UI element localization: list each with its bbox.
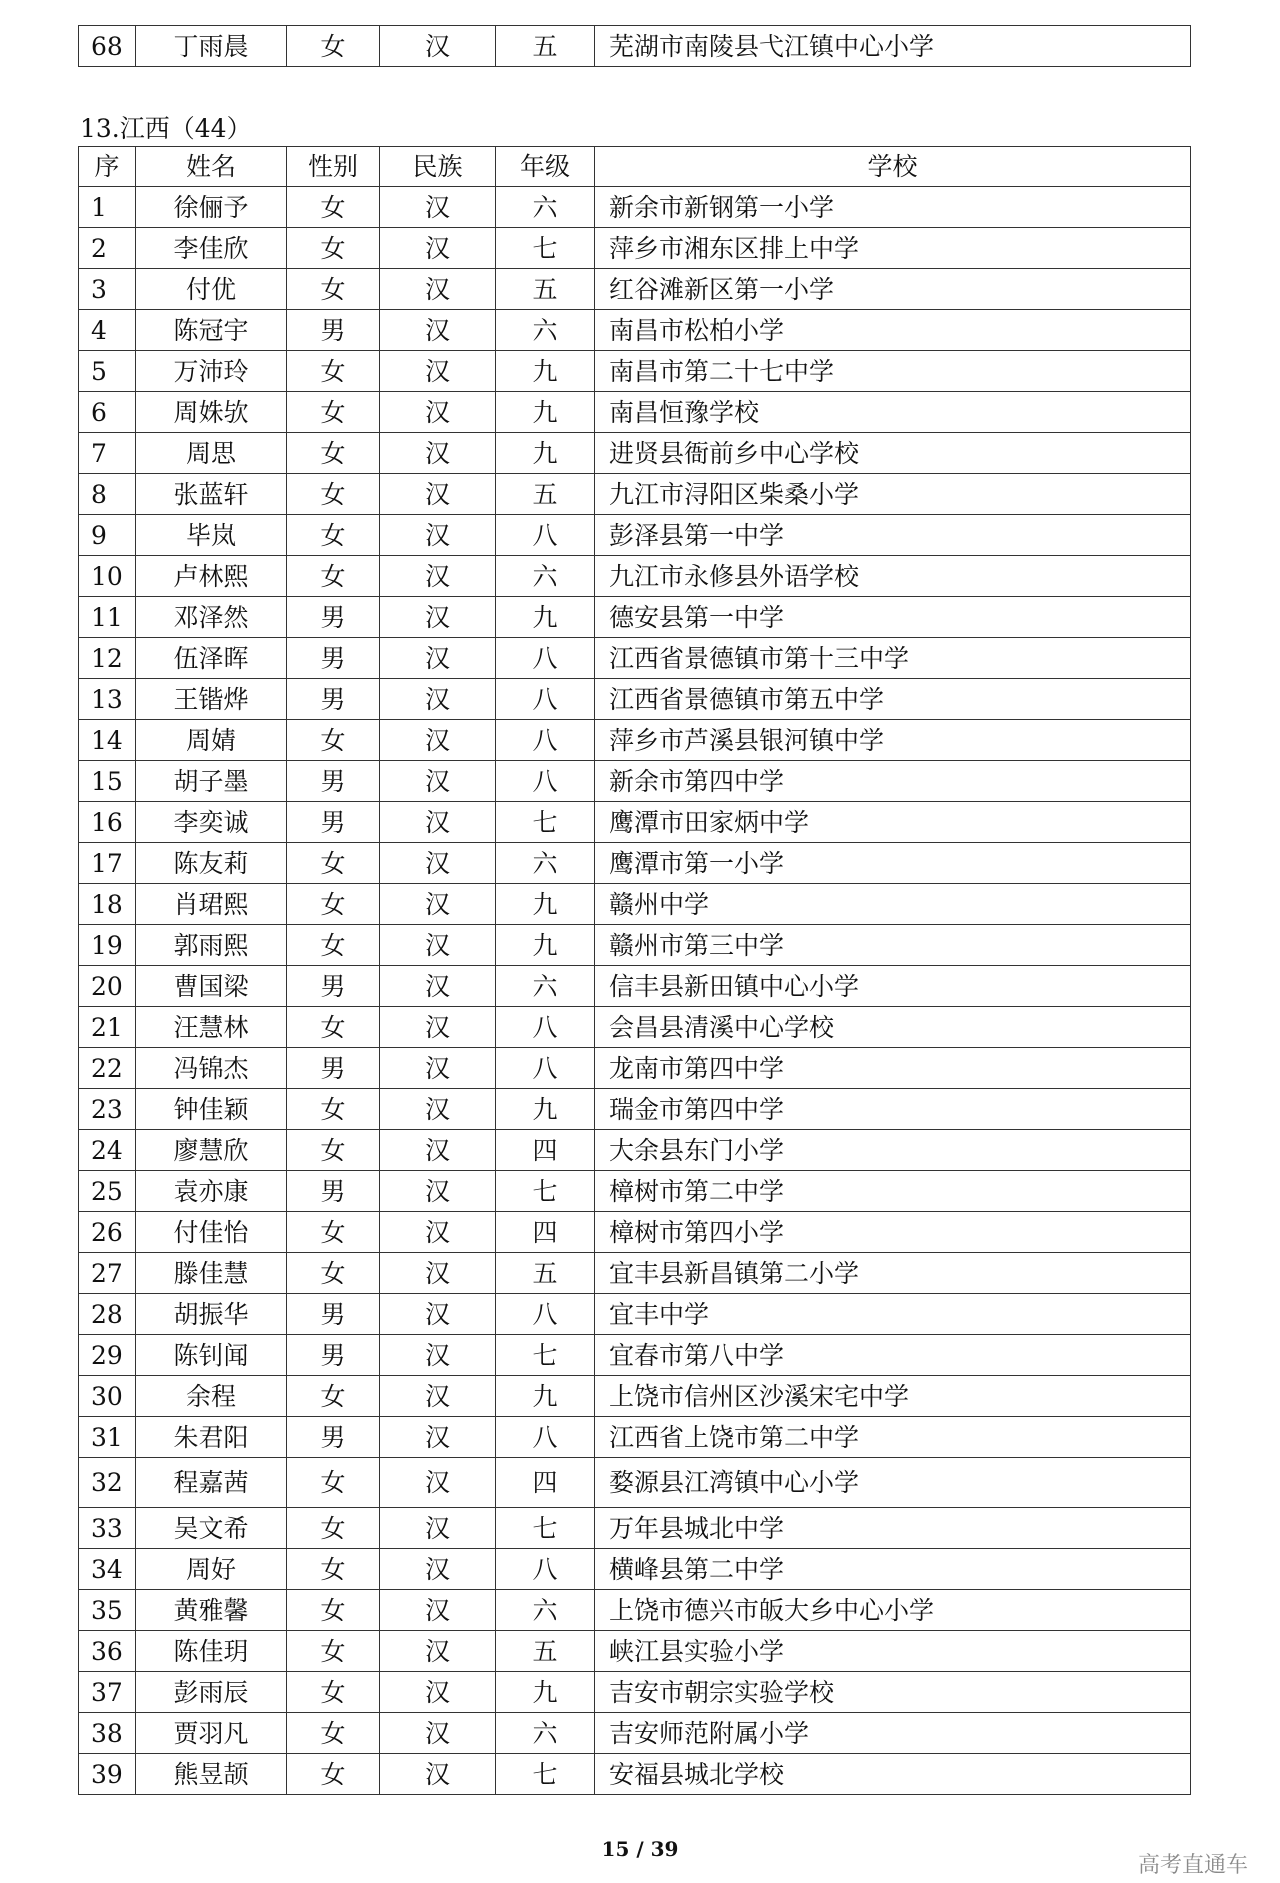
table-row xyxy=(79,1590,1191,1631)
student-ethnicity: 汉 xyxy=(380,679,496,720)
student-school: 婺源县江湾镇中心小学 xyxy=(595,1458,1191,1508)
table-row xyxy=(79,966,1191,1007)
row-number: 19 xyxy=(79,925,136,966)
student-ethnicity: 汉 xyxy=(380,1171,496,1212)
student-grade: 七 xyxy=(496,1171,595,1212)
student-grade: 六 xyxy=(496,187,595,228)
row-number: 36 xyxy=(79,1631,136,1672)
student-name: 陈友莉 xyxy=(136,843,287,884)
student-sex: 女 xyxy=(287,1089,380,1130)
table-row xyxy=(79,1672,1191,1713)
student-name: 廖慧欣 xyxy=(136,1130,287,1171)
student-grade: 五 xyxy=(496,269,595,310)
student-grade: 四 xyxy=(496,1212,595,1253)
student-ethnicity: 汉 xyxy=(380,1754,496,1795)
student-name: 汪慧林 xyxy=(136,1007,287,1048)
header-name: 姓名 xyxy=(136,147,287,187)
student-sex: 女 xyxy=(287,474,380,515)
student-ethnicity: 汉 xyxy=(380,1212,496,1253)
student-sex: 女 xyxy=(287,720,380,761)
student-name: 郭雨熙 xyxy=(136,925,287,966)
student-sex: 男 xyxy=(287,1335,380,1376)
student-sex: 女 xyxy=(287,1549,380,1590)
student-sex: 男 xyxy=(287,310,380,351)
student-name: 肖珺熙 xyxy=(136,884,287,925)
watermark-text: 高考直通车 xyxy=(1137,1853,1248,1878)
student-ethnicity: 汉 xyxy=(380,1376,496,1417)
row-number: 1 xyxy=(79,187,136,228)
student-ethnicity: 汉 xyxy=(380,1508,496,1549)
student-sex: 女 xyxy=(287,515,380,556)
student-sex: 女 xyxy=(287,1672,380,1713)
header-school: 学校 xyxy=(595,147,1191,187)
student-grade: 九 xyxy=(496,433,595,474)
student-grade: 九 xyxy=(496,1089,595,1130)
student-sex: 男 xyxy=(287,1294,380,1335)
student-name: 卢林熙 xyxy=(136,556,287,597)
row-number: 34 xyxy=(79,1549,136,1590)
jiangxi-students-table xyxy=(78,146,1191,1795)
table-row xyxy=(79,228,1191,269)
student-sex: 女 xyxy=(287,1253,380,1294)
student-school: 安福县城北学校 xyxy=(595,1754,1191,1795)
header-grade: 年级 xyxy=(496,147,595,187)
student-name: 张蓝轩 xyxy=(136,474,287,515)
row-number: 29 xyxy=(79,1335,136,1376)
student-name: 钟佳颖 xyxy=(136,1089,287,1130)
student-school: 南昌恒豫学校 xyxy=(595,392,1191,433)
student-school: 九江市永修县外语学校 xyxy=(595,556,1191,597)
row-number: 20 xyxy=(79,966,136,1007)
row-number: 18 xyxy=(79,884,136,925)
student-grade: 六 xyxy=(496,556,595,597)
student-grade: 五 xyxy=(496,26,595,67)
student-grade: 八 xyxy=(496,1007,595,1048)
row-number: 26 xyxy=(79,1212,136,1253)
student-name: 周好 xyxy=(136,1549,287,1590)
student-grade: 六 xyxy=(496,843,595,884)
student-name: 陈冠宇 xyxy=(136,310,287,351)
student-school: 大余县东门小学 xyxy=(595,1130,1191,1171)
student-sex: 女 xyxy=(287,1590,380,1631)
student-school: 瑞金市第四中学 xyxy=(595,1089,1191,1130)
student-sex: 女 xyxy=(287,433,380,474)
student-name: 李佳欣 xyxy=(136,228,287,269)
student-ethnicity: 汉 xyxy=(380,638,496,679)
row-number: 10 xyxy=(79,556,136,597)
student-name: 袁亦康 xyxy=(136,1171,287,1212)
page-number: 15 / 39 xyxy=(601,1837,679,1861)
student-name: 冯锦杰 xyxy=(136,1048,287,1089)
row-number: 13 xyxy=(79,679,136,720)
row-number: 68 xyxy=(79,26,136,67)
student-ethnicity: 汉 xyxy=(380,310,496,351)
table-row xyxy=(79,269,1191,310)
table-body xyxy=(79,187,1191,1795)
student-school: 萍乡市湘东区排上中学 xyxy=(595,228,1191,269)
table-row xyxy=(79,1130,1191,1171)
student-grade: 九 xyxy=(496,925,595,966)
table-header-row xyxy=(79,147,1191,187)
row-number: 14 xyxy=(79,720,136,761)
student-grade: 八 xyxy=(496,515,595,556)
table-row xyxy=(79,433,1191,474)
student-grade: 八 xyxy=(496,720,595,761)
student-school: 江西省上饶市第二中学 xyxy=(595,1417,1191,1458)
row-number: 5 xyxy=(79,351,136,392)
student-name: 王锴烨 xyxy=(136,679,287,720)
student-name: 贾羽凡 xyxy=(136,1713,287,1754)
student-grade: 五 xyxy=(496,1253,595,1294)
table-row xyxy=(79,1089,1191,1130)
row-number: 32 xyxy=(79,1458,136,1508)
header-sex: 性别 xyxy=(287,147,380,187)
row-number: 8 xyxy=(79,474,136,515)
table-row xyxy=(79,1335,1191,1376)
student-ethnicity: 汉 xyxy=(380,26,496,67)
student-grade: 八 xyxy=(496,1549,595,1590)
row-number: 21 xyxy=(79,1007,136,1048)
student-ethnicity: 汉 xyxy=(380,925,496,966)
student-school: 赣州市第三中学 xyxy=(595,925,1191,966)
student-school: 上饶市德兴市皈大乡中心小学 xyxy=(595,1590,1191,1631)
student-sex: 女 xyxy=(287,1631,380,1672)
student-school: 江西省景德镇市第五中学 xyxy=(595,679,1191,720)
student-sex: 女 xyxy=(287,1754,380,1795)
student-grade: 四 xyxy=(496,1130,595,1171)
student-ethnicity: 汉 xyxy=(380,1590,496,1631)
student-school: 南昌市第二十七中学 xyxy=(595,351,1191,392)
student-school: 信丰县新田镇中心小学 xyxy=(595,966,1191,1007)
table-row xyxy=(79,720,1191,761)
table-row xyxy=(79,556,1191,597)
student-grade: 六 xyxy=(496,1590,595,1631)
student-ethnicity: 汉 xyxy=(380,392,496,433)
student-school: 进贤县衙前乡中心学校 xyxy=(595,433,1191,474)
student-name: 毕岚 xyxy=(136,515,287,556)
student-grade: 八 xyxy=(496,1048,595,1089)
student-grade: 八 xyxy=(496,1294,595,1335)
table-row xyxy=(79,1007,1191,1048)
student-name: 朱君阳 xyxy=(136,1417,287,1458)
student-grade: 九 xyxy=(496,1672,595,1713)
student-name: 万沛玲 xyxy=(136,351,287,392)
student-name: 付优 xyxy=(136,269,287,310)
student-ethnicity: 汉 xyxy=(380,1294,496,1335)
student-name: 陈佳玥 xyxy=(136,1631,287,1672)
student-grade: 七 xyxy=(496,1754,595,1795)
student-sex: 女 xyxy=(287,26,380,67)
table-row xyxy=(79,515,1191,556)
student-sex: 女 xyxy=(287,351,380,392)
row-number: 33 xyxy=(79,1508,136,1549)
student-school: 万年县城北中学 xyxy=(595,1508,1191,1549)
student-grade: 四 xyxy=(496,1458,595,1508)
student-name: 李奕诚 xyxy=(136,802,287,843)
student-sex: 女 xyxy=(287,1458,380,1508)
student-grade: 六 xyxy=(496,966,595,1007)
student-sex: 女 xyxy=(287,556,380,597)
student-school: 宜春市第八中学 xyxy=(595,1335,1191,1376)
row-number: 23 xyxy=(79,1089,136,1130)
table-row xyxy=(79,1253,1191,1294)
row-number: 25 xyxy=(79,1171,136,1212)
student-ethnicity: 汉 xyxy=(380,1549,496,1590)
row-number: 4 xyxy=(79,310,136,351)
table-row xyxy=(79,679,1191,720)
student-sex: 男 xyxy=(287,638,380,679)
row-number: 16 xyxy=(79,802,136,843)
student-name: 周思 xyxy=(136,433,287,474)
row-number: 7 xyxy=(79,433,136,474)
header-ethnicity: 民族 xyxy=(380,147,496,187)
student-ethnicity: 汉 xyxy=(380,1089,496,1130)
student-name: 伍泽晖 xyxy=(136,638,287,679)
student-ethnicity: 汉 xyxy=(380,761,496,802)
student-school: 龙南市第四中学 xyxy=(595,1048,1191,1089)
student-sex: 女 xyxy=(287,843,380,884)
table-row xyxy=(79,1376,1191,1417)
table-row xyxy=(79,1417,1191,1458)
previous-section-table xyxy=(78,25,1191,67)
student-sex: 女 xyxy=(287,392,380,433)
student-grade: 七 xyxy=(496,1335,595,1376)
table-row xyxy=(79,310,1191,351)
student-ethnicity: 汉 xyxy=(380,884,496,925)
student-name: 徐俪予 xyxy=(136,187,287,228)
student-grade: 七 xyxy=(496,1508,595,1549)
student-ethnicity: 汉 xyxy=(380,187,496,228)
student-ethnicity: 汉 xyxy=(380,556,496,597)
student-sex: 男 xyxy=(287,966,380,1007)
row-number: 9 xyxy=(79,515,136,556)
student-name: 程嘉茜 xyxy=(136,1458,287,1508)
student-ethnicity: 汉 xyxy=(380,1713,496,1754)
student-sex: 女 xyxy=(287,269,380,310)
table-row xyxy=(79,1212,1191,1253)
student-name: 丁雨晨 xyxy=(136,26,287,67)
student-sex: 男 xyxy=(287,802,380,843)
row-number: 37 xyxy=(79,1672,136,1713)
student-ethnicity: 汉 xyxy=(380,515,496,556)
row-number: 22 xyxy=(79,1048,136,1089)
student-name: 邓泽然 xyxy=(136,597,287,638)
student-sex: 女 xyxy=(287,1713,380,1754)
row-number: 12 xyxy=(79,638,136,679)
student-school: 宜丰中学 xyxy=(595,1294,1191,1335)
student-school: 吉安市朝宗实验学校 xyxy=(595,1672,1191,1713)
table-row xyxy=(79,351,1191,392)
student-grade: 五 xyxy=(496,1631,595,1672)
student-name: 付佳怡 xyxy=(136,1212,287,1253)
table-row xyxy=(79,597,1191,638)
student-grade: 五 xyxy=(496,474,595,515)
student-name: 胡振华 xyxy=(136,1294,287,1335)
table-row xyxy=(79,1754,1191,1795)
student-ethnicity: 汉 xyxy=(380,1253,496,1294)
student-grade: 八 xyxy=(496,761,595,802)
table-row xyxy=(79,1458,1191,1508)
student-school: 九江市浔阳区柴桑小学 xyxy=(595,474,1191,515)
student-name: 曹国梁 xyxy=(136,966,287,1007)
student-sex: 女 xyxy=(287,925,380,966)
student-school: 赣州中学 xyxy=(595,884,1191,925)
student-name: 余程 xyxy=(136,1376,287,1417)
table-row xyxy=(79,884,1191,925)
student-school: 鹰潭市田家炳中学 xyxy=(595,802,1191,843)
section-title: 13.江西（44） xyxy=(80,114,252,143)
student-sex: 女 xyxy=(287,1376,380,1417)
table-row xyxy=(79,925,1191,966)
student-grade: 七 xyxy=(496,228,595,269)
student-sex: 男 xyxy=(287,1171,380,1212)
student-ethnicity: 汉 xyxy=(380,966,496,1007)
student-name: 黄雅馨 xyxy=(136,1590,287,1631)
student-grade: 八 xyxy=(496,1417,595,1458)
student-sex: 男 xyxy=(287,679,380,720)
student-ethnicity: 汉 xyxy=(380,474,496,515)
table-row xyxy=(79,761,1191,802)
row-number: 38 xyxy=(79,1713,136,1754)
student-ethnicity: 汉 xyxy=(380,228,496,269)
student-grade: 九 xyxy=(496,1376,595,1417)
student-name: 周姝欤 xyxy=(136,392,287,433)
student-ethnicity: 汉 xyxy=(380,1672,496,1713)
student-sex: 男 xyxy=(287,1417,380,1458)
student-ethnicity: 汉 xyxy=(380,1417,496,1458)
student-grade: 七 xyxy=(496,802,595,843)
student-ethnicity: 汉 xyxy=(380,1130,496,1171)
student-school: 樟树市第四小学 xyxy=(595,1212,1191,1253)
student-school: 江西省景德镇市第十三中学 xyxy=(595,638,1191,679)
student-school: 新余市第四中学 xyxy=(595,761,1191,802)
student-sex: 女 xyxy=(287,1130,380,1171)
student-ethnicity: 汉 xyxy=(380,1631,496,1672)
table-row xyxy=(79,1294,1191,1335)
student-grade: 六 xyxy=(496,310,595,351)
table-row xyxy=(79,474,1191,515)
table-row xyxy=(79,187,1191,228)
student-ethnicity: 汉 xyxy=(380,720,496,761)
table-row xyxy=(79,1048,1191,1089)
student-ethnicity: 汉 xyxy=(380,269,496,310)
table-row xyxy=(79,843,1191,884)
student-sex: 女 xyxy=(287,187,380,228)
student-ethnicity: 汉 xyxy=(380,597,496,638)
student-grade: 八 xyxy=(496,638,595,679)
student-grade: 九 xyxy=(496,351,595,392)
student-grade: 九 xyxy=(496,597,595,638)
row-number: 3 xyxy=(79,269,136,310)
student-school: 樟树市第二中学 xyxy=(595,1171,1191,1212)
student-ethnicity: 汉 xyxy=(380,351,496,392)
student-name: 胡子墨 xyxy=(136,761,287,802)
table-row xyxy=(79,1713,1191,1754)
row-number: 24 xyxy=(79,1130,136,1171)
row-number: 11 xyxy=(79,597,136,638)
student-grade: 九 xyxy=(496,884,595,925)
row-number: 2 xyxy=(79,228,136,269)
student-school: 红谷滩新区第一小学 xyxy=(595,269,1191,310)
student-school: 横峰县第二中学 xyxy=(595,1549,1191,1590)
student-sex: 男 xyxy=(287,597,380,638)
student-ethnicity: 汉 xyxy=(380,1335,496,1376)
student-name: 周婧 xyxy=(136,720,287,761)
row-number: 15 xyxy=(79,761,136,802)
student-school: 上饶市信州区沙溪宋宅中学 xyxy=(595,1376,1191,1417)
row-number: 31 xyxy=(79,1417,136,1458)
student-school: 会昌县清溪中心学校 xyxy=(595,1007,1191,1048)
student-school: 峡江县实验小学 xyxy=(595,1631,1191,1672)
student-school: 南昌市松柏小学 xyxy=(595,310,1191,351)
student-sex: 男 xyxy=(287,1048,380,1089)
row-number: 39 xyxy=(79,1754,136,1795)
table-row xyxy=(79,26,1191,67)
student-school: 德安县第一中学 xyxy=(595,597,1191,638)
student-name: 熊昱颉 xyxy=(136,1754,287,1795)
table-row xyxy=(79,1171,1191,1212)
header-number: 序 xyxy=(79,147,136,187)
student-school: 新余市新钢第一小学 xyxy=(595,187,1191,228)
student-school: 彭泽县第一中学 xyxy=(595,515,1191,556)
student-ethnicity: 汉 xyxy=(380,802,496,843)
student-grade: 六 xyxy=(496,1713,595,1754)
student-sex: 女 xyxy=(287,884,380,925)
table-row xyxy=(79,1549,1191,1590)
table-row xyxy=(79,1508,1191,1549)
table-row xyxy=(79,392,1191,433)
student-school: 宜丰县新昌镇第二小学 xyxy=(595,1253,1191,1294)
row-number: 35 xyxy=(79,1590,136,1631)
student-ethnicity: 汉 xyxy=(380,1458,496,1508)
student-school: 吉安师范附属小学 xyxy=(595,1713,1191,1754)
student-sex: 女 xyxy=(287,228,380,269)
student-name: 陈钊闻 xyxy=(136,1335,287,1376)
row-number: 27 xyxy=(79,1253,136,1294)
student-name: 彭雨辰 xyxy=(136,1672,287,1713)
table-row xyxy=(79,1631,1191,1672)
student-sex: 男 xyxy=(287,761,380,802)
row-number: 6 xyxy=(79,392,136,433)
student-sex: 女 xyxy=(287,1007,380,1048)
student-ethnicity: 汉 xyxy=(380,1048,496,1089)
student-name: 滕佳慧 xyxy=(136,1253,287,1294)
student-grade: 八 xyxy=(496,679,595,720)
student-grade: 九 xyxy=(496,392,595,433)
row-number: 30 xyxy=(79,1376,136,1417)
table-row xyxy=(79,802,1191,843)
student-name: 吴文希 xyxy=(136,1508,287,1549)
student-school: 鹰潭市第一小学 xyxy=(595,843,1191,884)
student-ethnicity: 汉 xyxy=(380,433,496,474)
student-sex: 女 xyxy=(287,1212,380,1253)
row-number: 28 xyxy=(79,1294,136,1335)
row-number: 17 xyxy=(79,843,136,884)
student-ethnicity: 汉 xyxy=(380,843,496,884)
student-sex: 女 xyxy=(287,1508,380,1549)
student-ethnicity: 汉 xyxy=(380,1007,496,1048)
table-row xyxy=(79,638,1191,679)
student-school: 芜湖市南陵县弋江镇中心小学 xyxy=(595,26,1191,67)
student-school: 萍乡市芦溪县银河镇中学 xyxy=(595,720,1191,761)
